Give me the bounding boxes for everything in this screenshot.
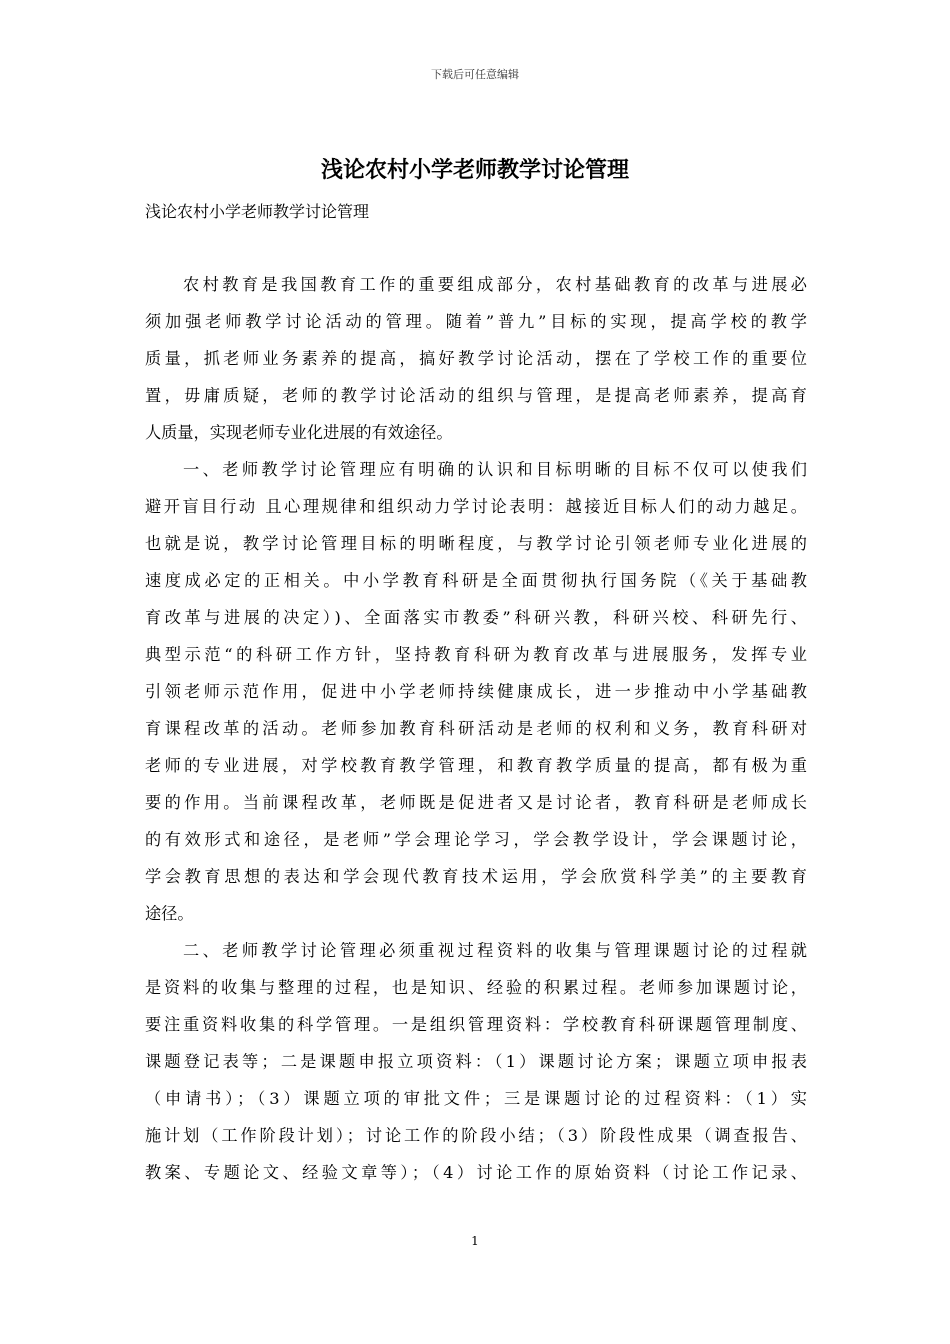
body-line: 要的作用。当前课程改革，老师既是促进者又是讨论者，教育科研是老师成长 [145,793,807,812]
document-title: 浅论农村小学老师教学讨论管理 [320,157,629,183]
body-line: 二、老师教学讨论管理必须重视过程资料的收集与管理课题讨论的过程就 [183,941,807,960]
body-line: 典型示范“的科研工作方针，坚持教育科研为教育改革与进展服务，发挥专业 [145,645,807,664]
body-line: 引领老师示范作用，促进中小学老师持续健康成长，进一步推动中小学基础教 [145,682,807,701]
body-line: 育改革与进展的决定）)、全面落实市教委”科研兴教，科研兴校、科研先行、 [145,608,807,627]
body-line: 的有效形式和途径，是老师”学会理论学习，学会教学设计，学会课题讨论， [145,830,807,849]
body-line: 须加强老师教学讨论活动的管理。随着”普九”目标的实现，提高学校的教学 [145,312,807,331]
body-line: 课题登记表等；二是课题申报立项资料：（1）课题讨论方案；课题立项申报表 [145,1052,807,1071]
body-line: 要注重资料收集的科学管理。一是组织管理资料：学校教育科研课题管理制度、 [145,1015,807,1034]
document-subtitle: 浅论农村小学老师教学讨论管理 [145,202,370,221]
body-line: 也就是说，教学讨论管理目标的明晰程度，与教学讨论引领老师专业化进展的 [145,534,807,553]
body-line: 老师的专业进展，对学校教育教学管理，和教育教学质量的提高，都有极为重 [145,756,807,775]
page-number: 1 [471,1234,479,1248]
document-body [145,266,807,1191]
body-line: 农村教育是我国教育工作的重要组成部分，农村基础教育的改革与进展必 [183,275,807,294]
body-line: 人质量，实现老师专业化进展的有效途径。 [145,423,453,442]
body-line: 速度成必定的正相关。中小学教育科研是全面贯彻执行国务院（《关于基础教 [145,571,807,590]
page-header-note: 下载后可任意编辑 [431,68,519,81]
body-line: 育课程改革的活动。老师参加教育科研活动是老师的权利和义务，教育科研对 [145,719,807,738]
body-line: 学会教育思想的表达和学会现代教育技术运用，学会欣赏科学美”的主要教育 [145,867,807,886]
body-line: 一、老师教学讨论管理应有明确的认识和目标明晰的目标不仅可以使我们 [183,460,807,479]
body-line: （申请书）；（3）课题立项的审批文件；三是课题讨论的过程资料：（1）实 [145,1089,807,1108]
body-line: 置，毋庸质疑，老师的教学讨论活动的组织与管理，是提高老师素养，提高育 [145,386,807,405]
body-line: 质量，抓老师业务素养的提高，搞好教学讨论活动，摆在了学校工作的重要位 [145,349,807,368]
body-line: 施计划（工作阶段计划）；讨论工作的阶段小结；（3）阶段性成果（调查报告、 [145,1126,807,1145]
body-line: 避开盲目行动 且心理规律和组织动力学讨论表明：越接近目标人们的动力越足。 [145,497,807,516]
body-line: 是资料的收集与整理的过程，也是知识、经验的积累过程。老师参加课题讨论， [145,978,807,997]
body-line: 教案、专题论文、经验文章等）；（4）讨论工作的原始资料（讨论工作记录、 [145,1163,807,1182]
body-line: 途径。 [145,904,194,923]
